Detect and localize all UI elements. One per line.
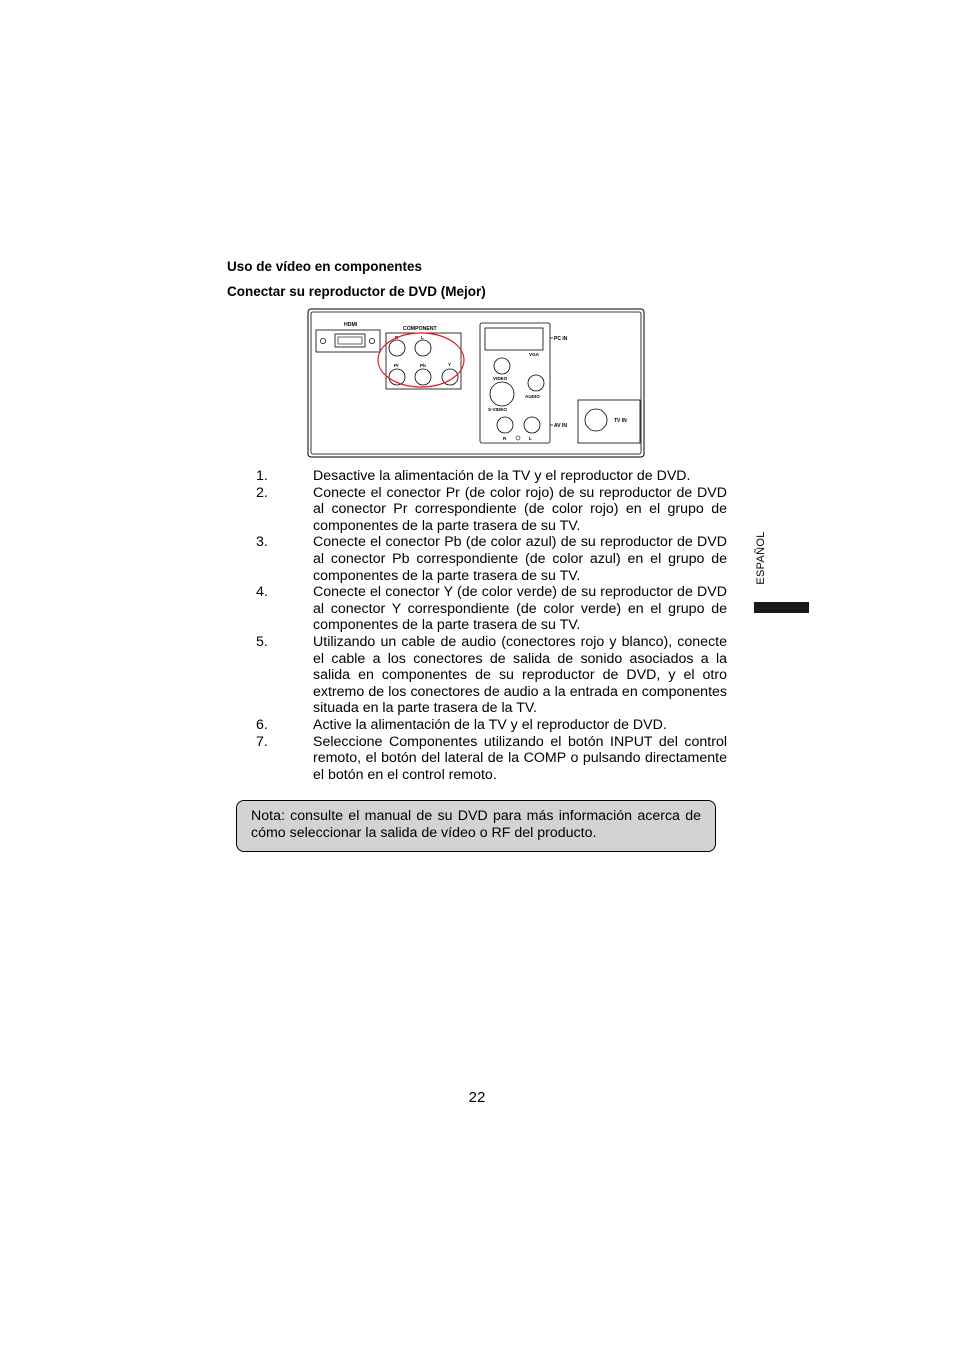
tv-in-port xyxy=(578,400,640,443)
step-text: Desactive la alimentación de la TV y el reproductor de DVD. xyxy=(313,468,691,484)
note-box: Nota: consulte el manual de su DVD para más información acerca de cómo seleccionar la salida de vídeo o RF del producto. xyxy=(236,800,716,852)
step-number: 6. xyxy=(256,716,268,733)
step-number: 7. xyxy=(256,733,268,750)
instruction-steps xyxy=(227,468,727,783)
y-label: Y xyxy=(448,362,452,367)
step-number: 1. xyxy=(256,468,268,484)
step-number: 5. xyxy=(256,633,268,650)
step-number: 3. xyxy=(256,534,268,551)
video-label: VIDEO xyxy=(493,376,508,381)
step-text: Seleccione Componentes utilizando el botón INPUT del control remoto, el botón del lateral de la COMP o pulsando directamente el botón en el control remoto. xyxy=(313,733,727,783)
s-video-label: S-VIDEO xyxy=(488,407,507,412)
list-item xyxy=(227,534,727,584)
pb-label: Pb xyxy=(420,363,426,368)
list-item xyxy=(227,468,727,485)
av-in-label: AV IN xyxy=(554,423,567,429)
step-number: 4. xyxy=(256,584,268,601)
step-text: Active la alimentación de la TV y el reproductor de DVD. xyxy=(313,716,667,733)
component-label: COMPONENT xyxy=(403,326,437,332)
pc-av-ports xyxy=(480,323,568,443)
pc-in-label: PC IN xyxy=(554,336,568,342)
step-text: Conecte el conector Pb (de color azul) de su reproductor de DVD al conector Pb correspondiente (de color azul) en el grupo de componentes de la parte trasera de su TV. xyxy=(313,534,727,584)
hdmi-port xyxy=(316,322,380,352)
r-top-label: R xyxy=(395,335,399,340)
l-bottom-label: L xyxy=(529,436,532,441)
list-item xyxy=(227,634,727,717)
section-subtitle: Conectar su reproductor de DVD (Mejor) xyxy=(227,284,486,299)
section-title: Uso de vídeo en componentes xyxy=(227,259,423,274)
list-item xyxy=(227,734,727,784)
language-label: ESPAÑOL xyxy=(755,531,767,585)
step-text: Utilizando un cable de audio (conectores rojo y blanco), conecte el cable a los conectores de salida de sonido asociados a la salida en componentes de su reproductor de DVD, y el otro extremo de los conectores de audio a la entrada en componentes situada en la parte trasera de la TV. xyxy=(313,633,727,717)
list-item xyxy=(227,584,727,634)
step-text: Conecte el conector Pr (de color rojo) de su reproductor de DVD al conector Pr correspondiente (de color rojo) en el grupo de componentes de la parte trasera de su TV. xyxy=(313,484,727,534)
vga-label: VGA xyxy=(529,352,539,357)
language-tab-marker xyxy=(754,602,809,613)
tv-rear-panel-diagram xyxy=(307,308,645,458)
step-number: 2. xyxy=(256,484,268,501)
tv-in-label: TV IN xyxy=(614,418,627,424)
r-bottom-label: R xyxy=(503,436,507,441)
page-number: 22 xyxy=(468,1089,486,1106)
hdmi-label: HDMI xyxy=(344,322,358,328)
highlight-circle xyxy=(378,333,464,387)
list-item xyxy=(227,717,727,734)
l-top-label: L xyxy=(421,335,424,340)
language-tab-label xyxy=(754,528,768,588)
step-text: Conecte el conector Y (de color verde) de su reproductor de DVD al conector Y correspondiente (de color verde) en el grupo de componentes de la parte trasera de su TV. xyxy=(313,584,727,634)
list-item xyxy=(227,485,727,535)
pr-label: Pr xyxy=(394,363,399,368)
audio-label: AUDIO xyxy=(525,394,540,399)
